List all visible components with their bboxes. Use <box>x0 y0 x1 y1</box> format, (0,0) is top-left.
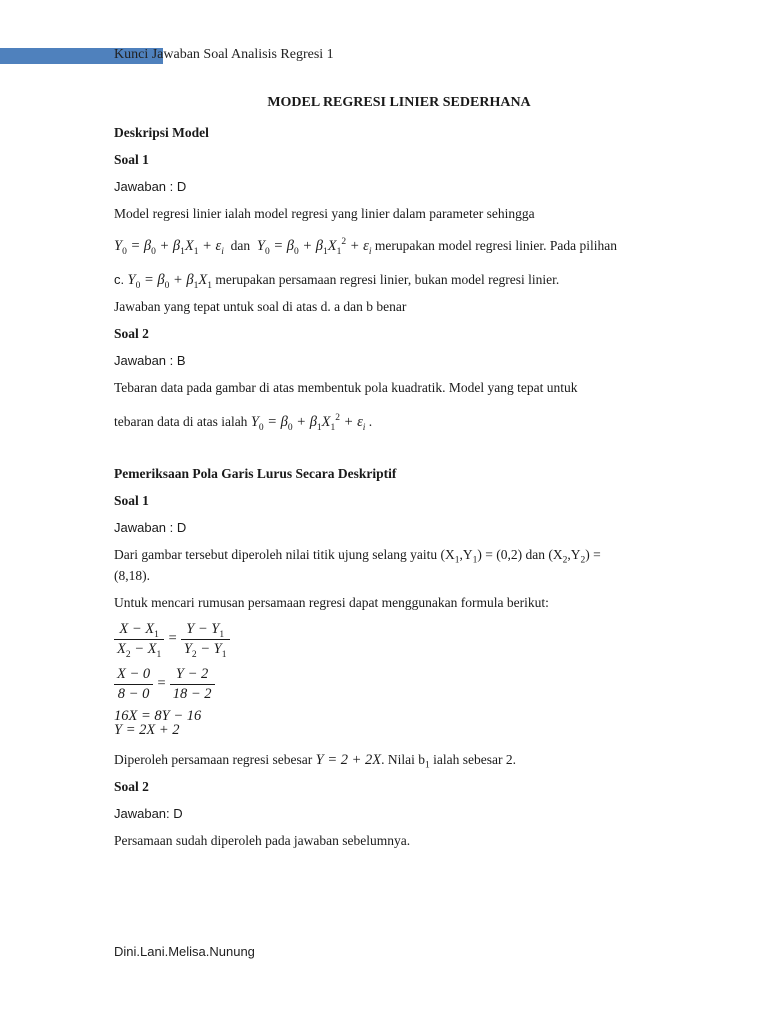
equation-regression-result: Y = 2 + 2X <box>315 752 382 768</box>
soal-2-answer: Jawaban : B <box>114 353 186 368</box>
soal-2b-label: Soal 2 <box>114 779 149 794</box>
equation-simplified <box>114 709 654 737</box>
soal-1-option-c-line <box>114 271 654 289</box>
soal-2-text-2: tebaran data di atas ialah <box>114 414 248 429</box>
text-dan: dan <box>230 238 251 253</box>
soal-1-text-2: merupakan model regresi linier. Pada pilihan <box>374 238 618 253</box>
header-title: Kunci Jawaban Soal Analisis Regresi 1 <box>114 47 334 62</box>
soal-2b-answer: Jawaban: D <box>114 806 183 821</box>
soal-1-label: Soal 1 <box>114 152 149 167</box>
equation-option-c: $Y_0 = \beta_0 + \beta_1X_1$ <box>127 272 212 291</box>
equation-quadratic-model: $Y_0 = \beta_0 + \beta_1X_1^2 + \varepsilon_i$ <box>250 413 366 433</box>
equation-two-point-formula: $\frac{X - X_1}{X_2 - X_1}$ = $\frac{Y - Y_1}{Y_2 - Y_1}$ <box>114 621 654 658</box>
soal-1-text-1: Model regresi linier ialah model regresi yang linier dalam parameter sehingga <box>114 206 535 221</box>
soal-1-answer: Jawaban : D <box>114 179 187 194</box>
page-title: MODEL REGRESI LINIER SEDERHANA <box>267 95 531 110</box>
soal-1b-text-1: Dari gambar tersebut diperoleh nilai titik ujung selang yaitu $(X_1,Y_1) = (0,2)$ dan $(X_2,Y_2)$ = <box>114 547 601 566</box>
soal-1b-text-2: (8,18). <box>114 568 150 583</box>
option-c-label: c. <box>114 272 125 287</box>
section-heading-deskripsi: Deskripsi Model <box>114 125 209 140</box>
soal-1-text-3: merupakan persamaan regresi linier, bukan model regresi linier. <box>215 272 560 287</box>
soal-1b-label: Soal 1 <box>114 493 149 508</box>
equation-16x: 16X = 8Y − 16 <box>114 708 202 724</box>
soal-1b-text-3: Untuk mencari rumusan persamaan regresi dapat menggunakan formula berikut: <box>114 595 549 610</box>
section-heading-pemeriksaan: Pemeriksaan Pola Garis Lurus Secara Deskriptif <box>114 466 397 481</box>
soal-1b-answer: Jawaban : D <box>114 520 187 535</box>
soal-1b-result: Diperoleh persamaan regresi sebesar Y = 2 + 2X. Nilai $b_1$ ialah sebesar 2. <box>114 752 516 771</box>
footer-authors: Dini.Lani.Melisa.Nunung <box>114 944 255 959</box>
equation-model-2: $Y_0 = \beta_0 + \beta_1X_1^2 + \varepsilon_i$ <box>256 237 372 257</box>
soal-1-text-4: Jawaban yang tepat untuk soal di atas d. a dan b benar <box>114 299 407 314</box>
equation-model-1: $Y_0 = \beta_0 + \beta_1X_1 + \varepsilon_i$ <box>114 238 224 257</box>
soal-1-model-line <box>114 237 654 255</box>
soal-2-label: Soal 2 <box>114 326 149 341</box>
soal-2b-text-1: Persamaan sudah diperoleh pada jawaban sebelumnya. <box>114 833 411 848</box>
equation-substitution: $\frac{X - 0}{8 - 0}$ = $\frac{Y - 2}{18 - 2}$ <box>114 666 654 703</box>
soal-2-model-line: tebaran data di atas ialah $Y_0 = \beta_0 + \beta_1X_1^2 + \varepsilon_i$ . <box>114 413 373 433</box>
document-body <box>114 94 654 859</box>
soal-2-text-1: Tebaran data pada gambar di atas membentuk pola kuadratik. Model yang tepat untuk <box>114 380 578 395</box>
equation-y-result: Y = 2X + 2 <box>114 722 180 738</box>
